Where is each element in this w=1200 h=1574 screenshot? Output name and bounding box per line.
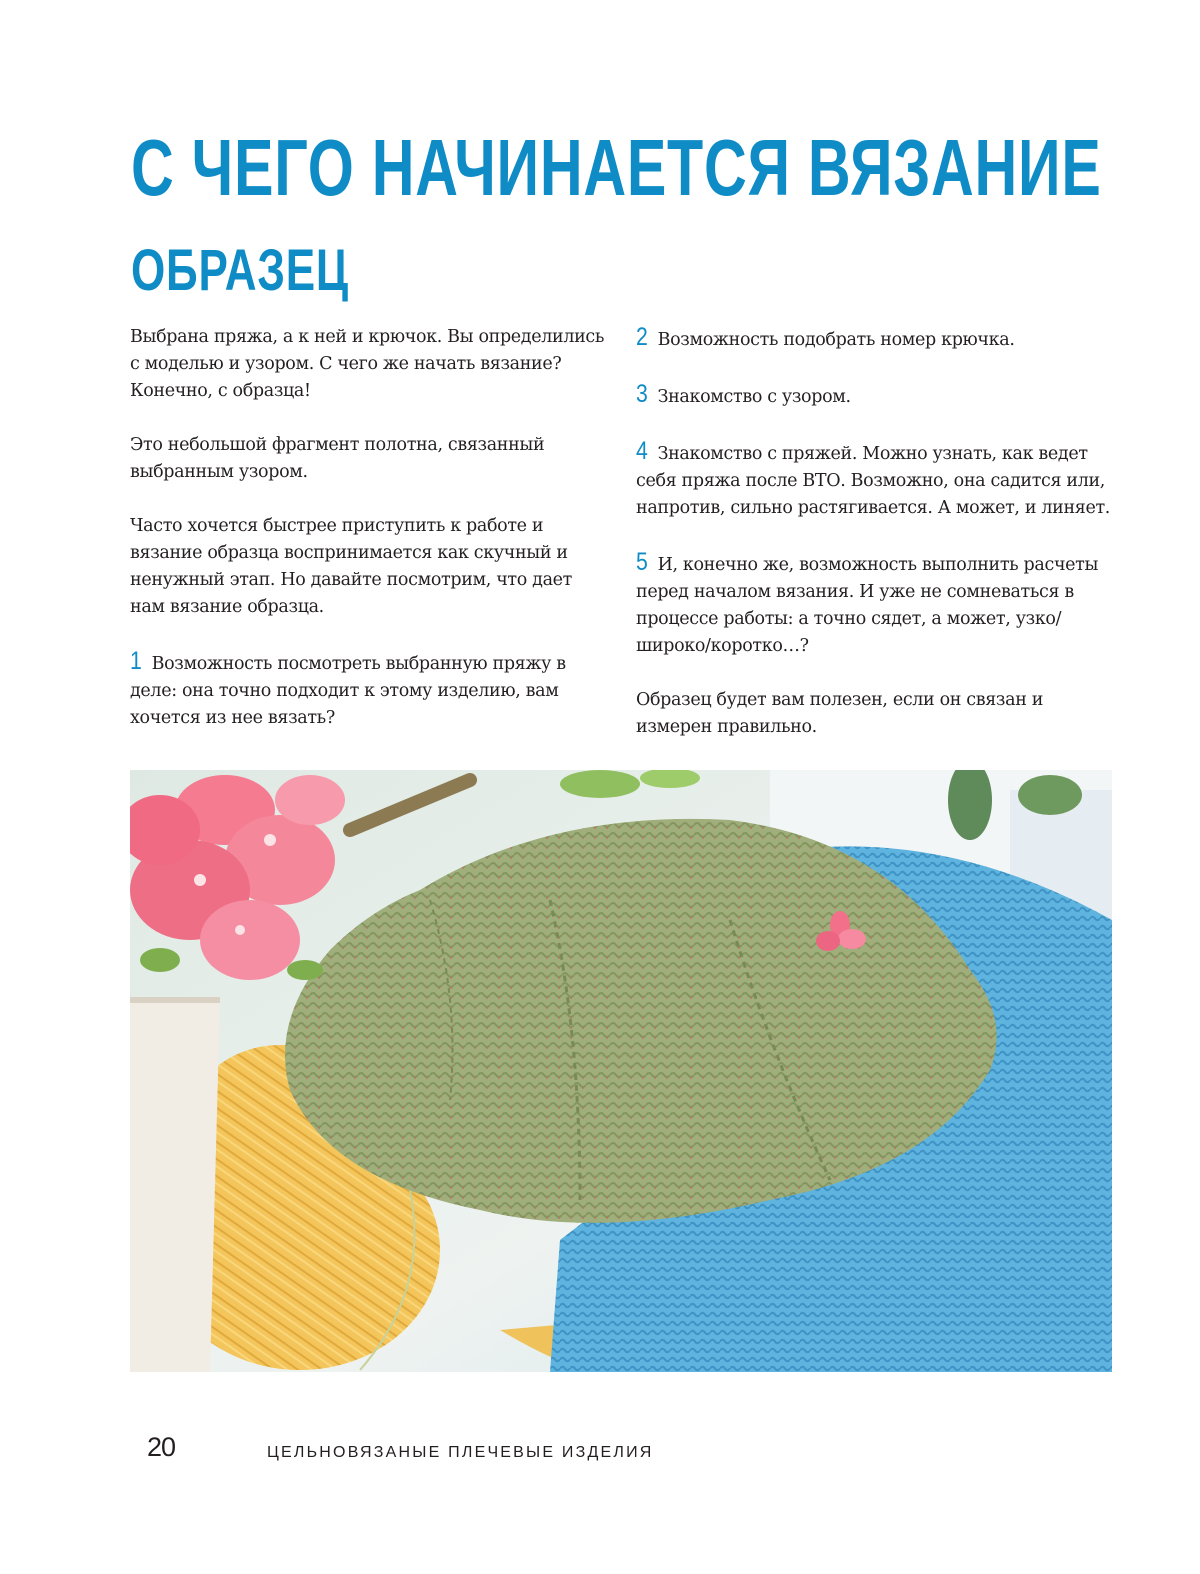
list-item-text: Возможность подобрать номер крючка. [657,330,1015,350]
list-item [636,381,1116,411]
list-item-number: 4 [636,437,648,465]
leaf [560,770,640,798]
list-item-number: 1 [130,647,142,675]
closing-paragraph: Образец будет вам полезен, если он связан и измерен правильно. [636,690,1044,737]
list-item [636,324,1116,354]
intro-paragraph: Выбрана пряжа, а к ней и крючок. Вы определились с моделью и узором. С чего же начать вязание? Конечно, с образца! [130,327,605,401]
knitting-illustration [130,770,1112,1372]
running-head: ЦЕЛЬНОВЯЗАНЫЕ ПЛЕЧЕВЫЕ ИЗДЕЛИЯ [267,1444,654,1461]
section-subtitle: ОБРАЗЕЦ [131,238,349,303]
list-item-number: 2 [636,323,648,351]
flower-pot [130,1000,220,1372]
list-item-text: Знакомство с пряжей. Можно узнать, как ведет себя пряжа после ВТО. Возможно, она садится или, напротив, сильно растягивается. А может, и линяет. [636,444,1111,518]
page-title: С ЧЕГО НАЧИНАЕТСЯ ВЯЗАНИЕ [131,123,1102,212]
list-item-text: Возможность посмотреть выбранную пряжу в деле: она точно подходит к этому изделию, вам хочется из нее вязать? [130,654,566,728]
list-item [636,549,1116,660]
list-item-number: 3 [636,380,648,408]
motivation-paragraph: Часто хочется быстрее приступить к работе и вязание образца воспринимается как скучный и ненужный этап. Но давайте посмотрим, что дает нам вязание образца. [130,516,573,617]
page-number: 20 [147,1432,176,1462]
list-item-number: 5 [636,548,648,576]
leaf [1018,775,1082,815]
right-column [636,324,1116,768]
list-item-text: И, конечно же, возможность выполнить расчеты перед началом вязания. И уже не сомневаться в процессе работы: а точно сядет, а может, узко/широко/коротко…? [636,555,1099,656]
list-item [130,648,610,732]
knitting-photo [130,770,1112,1372]
list-item [636,438,1116,522]
definition-paragraph: Это небольшой фрагмент полотна, связанный выбранным узором. [130,435,545,482]
left-column [130,324,610,759]
list-item-text: Знакомство с узором. [657,387,851,407]
